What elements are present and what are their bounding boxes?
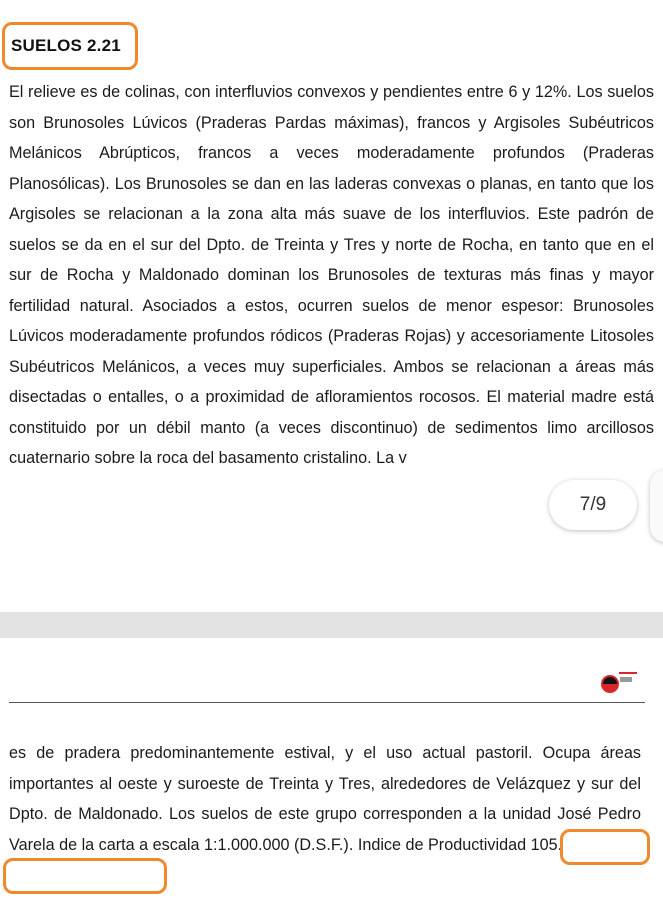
section-heading: SUELOS 2.21 [11, 36, 121, 55]
header-rule [9, 702, 645, 703]
page-separator [0, 612, 663, 638]
body-paragraph-continued: es de pradera predominantemente estival, y el uso actual pastoril. Ocupa áreas importantes al oeste y suroeste de Treinta y Tres, alrededores de Velázquez y sur del Dpto. de Maldonado. Los suelos de este grupo corresponden a la unidad José Pedro Varela de la carta a escala 1:1.000.000 (D.S.F.). Indice de Productividad 105. [9, 744, 641, 854]
lqm-logo-icon [598, 665, 642, 695]
scroll-handle[interactable] [650, 470, 663, 542]
logo-mark-text [620, 677, 632, 682]
body-paragraph: El relieve es de colinas, con interfluvios convexos y pendientes entre 6 y 12%. Los suelos son Brunosoles Lúvicos (Praderas Pardas máximas), francos y Argisoles Subéutricos Melánicos Abrúpticos, francos a veces moderadamente profundos (Praderas Planosólicas). Los Brunosoles se dan en las laderas convexas o planas, en tanto que los Argisoles se relacionan a la zona alta más suave de los interfluvios. Este padrón de suelos se da en el sur del Dpto. de Treinta y Tres y norte de Rocha, en tanto que en el sur de Rocha y Maldonado dominan los Brunosoles de texturas más finas y mayor fertilidad natural. Asociados a estos, ocurren suelos de menor espesor: Brunosoles Lúvicos moderadamente profundos ródicos (Praderas Rojas) y accesoriamente Litosoles Subéutricos Melánicos, a veces muy superficiales. Ambos se relacionan a áreas más disectadas o entalles, o a proximidad de afloramientos rocosos. El material madre está constituido por un débil manto (a veces discontinuo) de sedimentos limo arcillosos cuaternario sobre la roca del basamento cristalino. La v [9, 83, 654, 467]
page-indicator: 7/9 [549, 480, 637, 530]
logo-mark-line [619, 672, 637, 674]
